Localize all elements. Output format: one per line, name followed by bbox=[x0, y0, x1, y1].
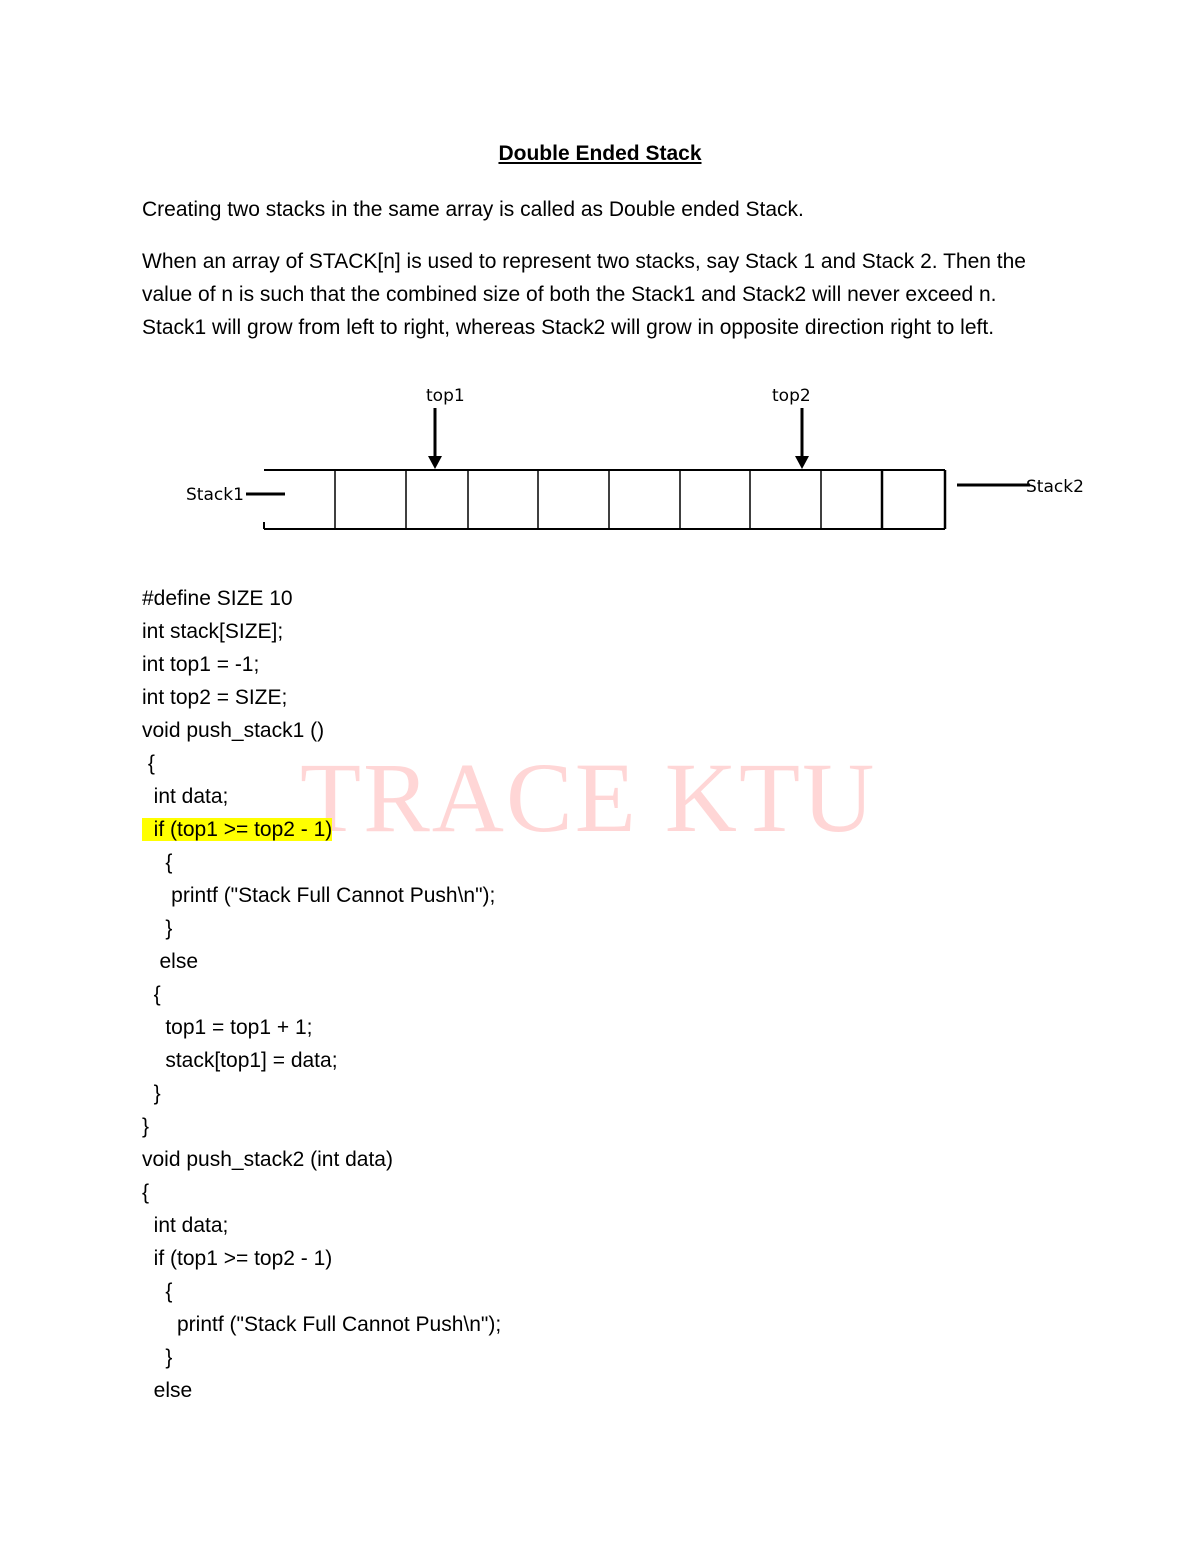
code-line: #define SIZE 10 bbox=[142, 587, 293, 610]
code-line: { bbox=[142, 1280, 173, 1303]
code-line: int data; bbox=[142, 1214, 229, 1237]
code-line: { bbox=[142, 983, 161, 1006]
code-line: int top2 = SIZE; bbox=[142, 686, 288, 709]
code-line: } bbox=[142, 917, 173, 940]
top1-arrow bbox=[428, 408, 442, 469]
code-line: } bbox=[142, 1115, 150, 1138]
stack2-label: Stack2 bbox=[1026, 477, 1084, 497]
code-line: int top1 = -1; bbox=[142, 653, 260, 676]
code-line: void push_stack2 (int data) bbox=[142, 1148, 393, 1171]
stack-array-diagram bbox=[0, 370, 1200, 550]
code-line: } bbox=[142, 1082, 161, 1105]
code-line: printf ("Stack Full Cannot Push\n"); bbox=[142, 1313, 502, 1336]
array-cells bbox=[264, 470, 945, 529]
code-line: printf ("Stack Full Cannot Push\n"); bbox=[142, 884, 496, 907]
code-line: { bbox=[142, 1181, 150, 1204]
top2-arrow bbox=[795, 408, 809, 469]
watermark: TRACE KTU bbox=[300, 742, 877, 853]
code-block bbox=[142, 582, 1042, 1407]
code-line: int stack[SIZE]; bbox=[142, 620, 284, 643]
code-line: top1 = top1 + 1; bbox=[142, 1016, 313, 1039]
code-line-highlighted bbox=[142, 813, 1042, 846]
top1-label: top1 bbox=[426, 386, 465, 406]
code-line: void push_stack1 () bbox=[142, 719, 325, 742]
description-paragraph: When an array of STACK[n] is used to represent two stacks, say Stack 1 and Stack 2. Then the value of n is such that the combined size of both the Stack1 and Stack2 will never exceed n. Stack1 will grow from left to right, whereas Stack2 will grow in opposite direction right to left. bbox=[142, 250, 1026, 339]
definition-paragraph: Creating two stacks in the same array is called as Double ended Stack. bbox=[142, 198, 804, 221]
code-line: } bbox=[142, 1346, 173, 1369]
code-line: int data; bbox=[142, 785, 229, 808]
highlighted-condition: if (top1 >= top2 - 1) bbox=[142, 818, 333, 841]
document-title: Double Ended Stack bbox=[498, 142, 702, 165]
code-line: if (top1 >= top2 - 1) bbox=[142, 1247, 333, 1270]
code-line: else bbox=[142, 950, 199, 973]
code-line: { bbox=[142, 752, 155, 775]
code-line: else bbox=[142, 1379, 193, 1402]
stack1-label: Stack1 bbox=[186, 485, 244, 505]
code-line: stack[top1] = data; bbox=[142, 1049, 338, 1072]
top2-label: top2 bbox=[772, 386, 811, 406]
code-line: { bbox=[142, 851, 173, 874]
